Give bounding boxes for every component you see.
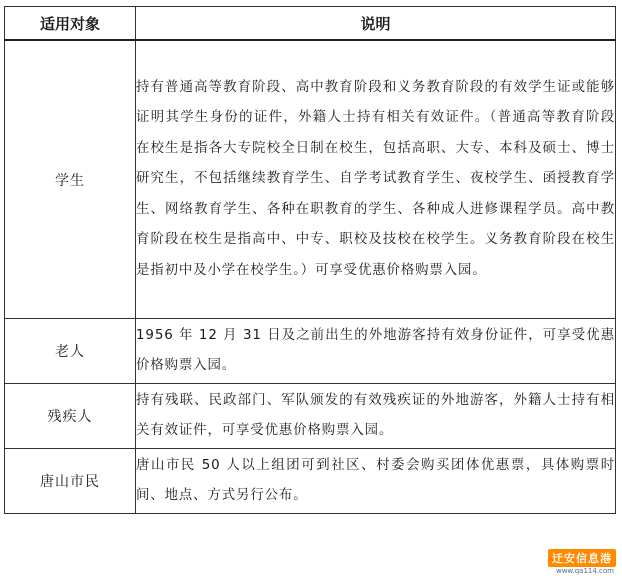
policy-table bbox=[4, 6, 616, 514]
row-description-elderly: 1956 年 12 月 31 日及之前出生的外地游客持有效身份证件，可享受优惠价格购票入园。 bbox=[136, 319, 616, 384]
table-row bbox=[5, 40, 616, 319]
row-target-elderly: 老人 bbox=[5, 319, 136, 384]
table-row bbox=[5, 449, 616, 514]
header-description: 说明 bbox=[136, 7, 616, 41]
row-description-disabled: 持有残联、民政部门、军队颁发的有效残疾证的外地游客，外籍人士持有相关有效证件，可享受优惠价格购票入园。 bbox=[136, 384, 616, 449]
row-description-tangshan-citizens: 唐山市民 50 人以上组团可到社区、村委会购买团体优惠票，具体购票时间、地点、方式另行公布。 bbox=[136, 449, 616, 514]
table-row bbox=[5, 384, 616, 449]
header-target: 适用对象 bbox=[5, 7, 136, 41]
watermark-url: www.qa114.com bbox=[555, 567, 614, 575]
row-target-disabled: 残疾人 bbox=[5, 384, 136, 449]
row-target-students: 学生 bbox=[5, 40, 136, 319]
table-row bbox=[5, 319, 616, 384]
table-header-row bbox=[5, 7, 616, 41]
row-target-tangshan-citizens: 唐山市民 bbox=[5, 449, 136, 514]
row-description-students: 持有普通高等教育阶段、高中教育阶段和义务教育阶段的有效学生证或能够证明其学生身份的证件，外籍人士持有相关有效证件。（普通高等教育阶段在校生是指各大专院校全日制在校生，包括高职、大专、本科及硕士、博士研究生，不包括继续教育学生、自学考试教育学生、夜校学生、函授教育学生、网络教育学生、各种在职教育的学生、各种成人进修课程学员。高中教育阶段在校生是指高中、中专、职校及技校在校学生。义务教育阶段在校生是指初中及小学在校学生。）可享受优惠价格购票入园。 bbox=[136, 40, 616, 319]
watermark-logo bbox=[532, 549, 616, 575]
watermark-title: 迁安信息港 bbox=[548, 549, 616, 567]
